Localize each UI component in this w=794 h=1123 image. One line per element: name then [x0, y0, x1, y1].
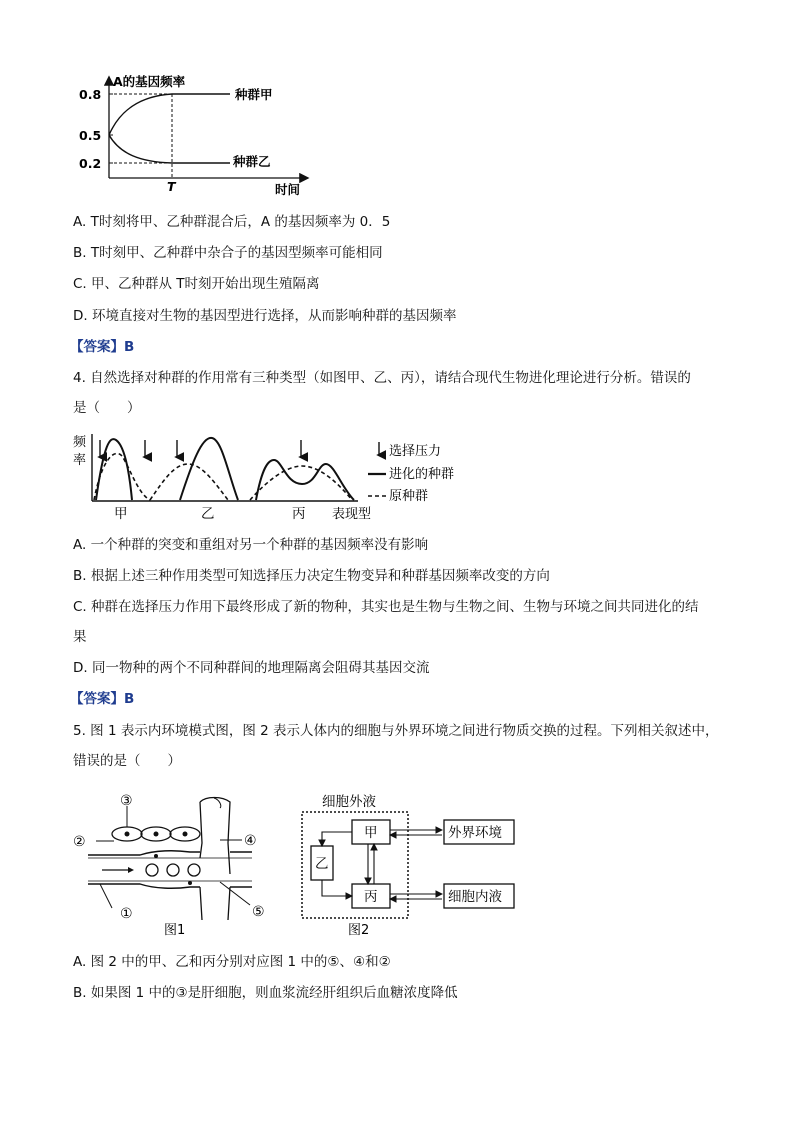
y-axis-label: A的基因频率 [113, 74, 186, 89]
y-tick-0.2: 0.2 [79, 156, 102, 171]
legend-evolved-label: 进化的种群 [389, 467, 455, 482]
fig1-caption: 图1 [164, 923, 186, 938]
q4-option-b: B. 根据上述三种作用类型可知选择压力决定生物变异和种群基因频率改变的方向 [73, 568, 550, 584]
series-jia-curve [109, 94, 230, 135]
q3-option-b: B. T时刻甲、乙种群中杂合子的基因型频率可能相同 [73, 245, 383, 261]
fig4-xlabel: 表现型 [332, 507, 372, 522]
legend-original-label: 原种群 [389, 489, 429, 504]
fig4-ylabel-1: 频 [73, 435, 87, 450]
q4-option-d: D. 同一物种的两个不同种群间的地理隔离会阻碍其基因交流 [73, 660, 430, 676]
q5-option-a: A. 图 2 中的甲、乙和丙分别对应图 1 中的⑤、④和② [73, 954, 391, 970]
box-intracellular-label: 细胞内液 [448, 889, 502, 905]
series-yi-curve [109, 135, 230, 163]
q3-option-a: A. T时刻将甲、乙种群混合后，A 的基因频率为 0．5 [73, 214, 391, 230]
box-bing-label: 丙 [364, 889, 378, 905]
y-tick-0.5: 0.5 [79, 128, 102, 143]
q4-stem-line2: 是（ ） [73, 400, 141, 416]
fig2-caption: 图2 [348, 923, 370, 938]
fig1-label-5: ⑤ [252, 904, 265, 920]
fig1-label-4: ④ [244, 833, 257, 849]
fig2-exchange-diagram [296, 790, 526, 938]
yi-original-curve [150, 464, 228, 500]
q4-option-c: C. 种群在选择压力作用下最终形成了新的物种，其实也是生物与生物之间、生物与环境之间共同进化的结 [73, 599, 699, 615]
fig1-internal-environment [70, 788, 295, 938]
q4-option-a: A. 一个种群的突变和重组对另一个种群的基因频率没有影响 [73, 537, 429, 553]
legend-pressure-label: 选择压力 [389, 444, 442, 459]
selection-types-figure [70, 428, 470, 524]
fig1-label-1: ① [120, 906, 133, 922]
yi-evolved-curve [180, 438, 238, 500]
q3-option-c: C. 甲、乙种群从 T时刻开始出现生殖隔离 [73, 276, 320, 292]
q4-option-c-cont: 果 [73, 629, 87, 645]
fig4-ylabel-2: 率 [73, 453, 87, 468]
jia-evolved-curve [96, 439, 132, 500]
box-external-env-label: 外界环境 [448, 825, 502, 841]
blood-cell-1 [146, 864, 158, 876]
lymph-vessel [200, 798, 230, 875]
q4-answer: 【答案】B [70, 691, 135, 707]
series-jia-label: 种群甲 [235, 87, 273, 102]
fig2-title: 细胞外液 [322, 794, 376, 810]
gene-frequency-chart [75, 72, 325, 197]
fig4-category-yi: 乙 [201, 506, 215, 522]
q4-stem-line1: 4. 自然选择对种群的作用常有三种类型（如图甲、乙、丙），请结合现代生物进化理论进行分析。错误的 [73, 370, 691, 386]
blood-cell-3 [188, 864, 200, 876]
q3-answer: 【答案】B [70, 339, 135, 355]
box-yi-label: 乙 [315, 856, 329, 872]
q5-stem-line1: 5. 图 1 表示内环境模式图，图 2 表示人体内的细胞与外界环境之间进行物质交换的过程。下列相关叙述中， [73, 723, 719, 739]
fig4-category-jia: 甲 [114, 506, 128, 522]
fig1-label-3: ③ [120, 793, 133, 809]
fig4-category-bing: 丙 [292, 506, 306, 522]
y-tick-0.8: 0.8 [79, 87, 102, 102]
x-axis-label: 时间 [275, 182, 301, 197]
x-tick-T: T [167, 179, 176, 194]
q3-option-d: D. 环境直接对生物的基因型进行选择，从而影响种群的基因频率 [73, 308, 457, 324]
fig1-label-2: ② [73, 834, 86, 850]
box-jia-label: 甲 [364, 825, 378, 841]
blood-cell-2 [167, 864, 179, 876]
q5-option-b: B. 如果图 1 中的③是肝细胞，则血浆流经肝组织后血糖浓度降低 [73, 985, 458, 1001]
q5-stem-line2: 错误的是（ ） [73, 753, 181, 769]
series-yi-label: 种群乙 [233, 154, 271, 169]
capillary-top-wall [88, 851, 252, 855]
